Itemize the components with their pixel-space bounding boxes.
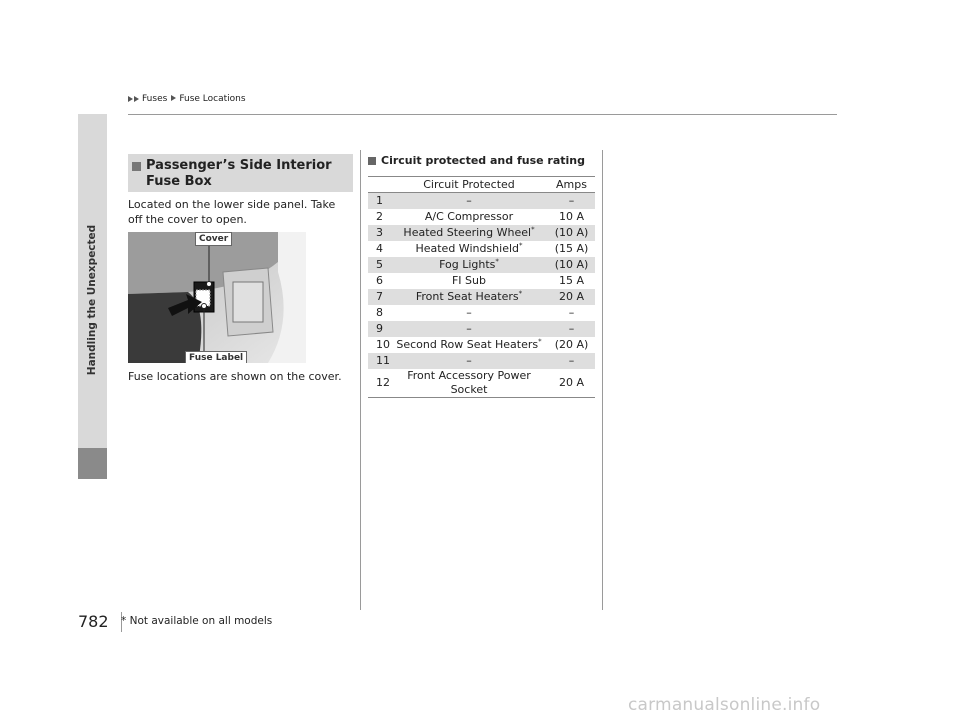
- watermark: carmanualsonline.info: [628, 695, 821, 715]
- row-number: 2: [376, 209, 383, 223]
- table-row: [368, 337, 595, 353]
- row-circuit-cell: [390, 257, 548, 273]
- table-row: [368, 305, 595, 321]
- row-circuit: Fog Lights: [439, 257, 496, 271]
- breadcrumb: [128, 94, 246, 104]
- column-header-circuit: Circuit Protected: [390, 177, 548, 193]
- row-amps: –: [548, 193, 595, 209]
- row-amps: 20 A: [548, 289, 595, 305]
- row-amps: –: [548, 321, 595, 337]
- breadcrumb-item-fuse-locations[interactable]: Fuse Locations: [179, 94, 246, 104]
- table-row: [368, 241, 595, 257]
- breadcrumb-separator: [171, 94, 176, 104]
- row-amps: (15 A): [554, 241, 589, 255]
- breadcrumb-arrow-icon: [171, 95, 176, 101]
- callout-cover: Cover: [195, 232, 232, 246]
- row-number: 11: [368, 353, 390, 369]
- column-header-number: [368, 177, 390, 193]
- row-number: 6: [376, 273, 383, 287]
- chapter-side-tab-marker: [78, 448, 107, 479]
- row-circuit-cell: [390, 225, 548, 241]
- row-circuit: Front Seat Heaters: [415, 289, 519, 303]
- table-row: [368, 209, 595, 225]
- row-number: 8: [376, 305, 383, 319]
- row-number: 5: [368, 257, 390, 273]
- table-square-icon: [368, 157, 376, 165]
- row-circuit: Heated Windshield: [415, 241, 520, 255]
- row-amps: 10 A: [558, 209, 585, 223]
- row-circuit-cell: [390, 289, 548, 305]
- header-divider: [128, 114, 837, 115]
- breadcrumb-item-fuses[interactable]: Fuses: [142, 94, 168, 104]
- row-amps: 15 A: [558, 273, 585, 287]
- row-circuit: FI Sub: [451, 273, 486, 287]
- column-header-amps: Amps: [548, 177, 595, 193]
- row-number: 3: [368, 225, 390, 241]
- page-number: 782: [78, 612, 109, 631]
- column-divider-left: [360, 150, 361, 610]
- table-row: [368, 257, 595, 273]
- breadcrumb-arrow-icon: [134, 96, 139, 102]
- table-row: [368, 273, 595, 289]
- table-heading: [368, 154, 585, 167]
- row-amps: –: [568, 305, 575, 319]
- footnote-star: *: [531, 224, 535, 233]
- row-number: 12: [368, 369, 390, 398]
- section-heading-box: [128, 154, 353, 192]
- fuse-box-illustration: [128, 232, 306, 363]
- row-amps: (10 A): [548, 225, 595, 241]
- row-circuit: –: [390, 353, 548, 369]
- row-circuit-cell: [390, 337, 548, 353]
- section-square-icon: [132, 162, 141, 171]
- row-number: 1: [368, 193, 390, 209]
- row-number: 7: [368, 289, 390, 305]
- footnote-star: *: [519, 240, 523, 249]
- breadcrumb-arrow-icon: [128, 96, 133, 102]
- table-row: [368, 193, 595, 209]
- section-note-text: Fuse locations are shown on the cover.: [128, 370, 342, 383]
- callout-fuse-label: Fuse Label: [185, 351, 247, 363]
- row-amps: 20 A: [548, 369, 595, 398]
- section-title: Passenger’s Side Interior Fuse Box: [146, 158, 332, 189]
- row-circuit: A/C Compressor: [424, 209, 514, 223]
- footnote-star: *: [495, 256, 499, 265]
- row-circuit: Heated Steering Wheel: [403, 225, 532, 239]
- fuse-box-photo: [128, 232, 306, 363]
- row-amps: (20 A): [554, 337, 589, 351]
- table-row: [368, 369, 595, 398]
- fuse-rating-table: [368, 176, 595, 398]
- row-circuit-cell: [390, 241, 548, 257]
- table-row: [368, 289, 595, 305]
- footnote-star: *: [538, 336, 542, 345]
- footnote-star: *: [518, 288, 523, 297]
- row-circuit: Second Row Seat Heaters: [396, 337, 539, 351]
- table-header-row: [368, 177, 595, 193]
- table-heading-text: Circuit protected and fuse rating: [381, 154, 585, 167]
- chapter-side-label: Handling the Unexpected: [86, 224, 98, 376]
- row-number: 9: [368, 321, 390, 337]
- row-circuit: –: [390, 193, 548, 209]
- row-number: 10: [376, 337, 390, 351]
- section-intro-text: Located on the lower side panel. Take off the cover to open.: [128, 198, 336, 226]
- table-row: [368, 353, 595, 369]
- row-number: 4: [376, 241, 383, 255]
- footnote: * Not available on all models: [121, 615, 273, 627]
- column-divider-right: [602, 150, 603, 610]
- row-circuit: –: [466, 305, 472, 319]
- row-circuit: Front Accessory Power Socket: [390, 369, 548, 398]
- row-amps: (10 A): [548, 257, 595, 273]
- row-circuit: –: [390, 321, 548, 337]
- table-row: [368, 321, 595, 337]
- row-amps: –: [548, 353, 595, 369]
- table-row: [368, 225, 595, 241]
